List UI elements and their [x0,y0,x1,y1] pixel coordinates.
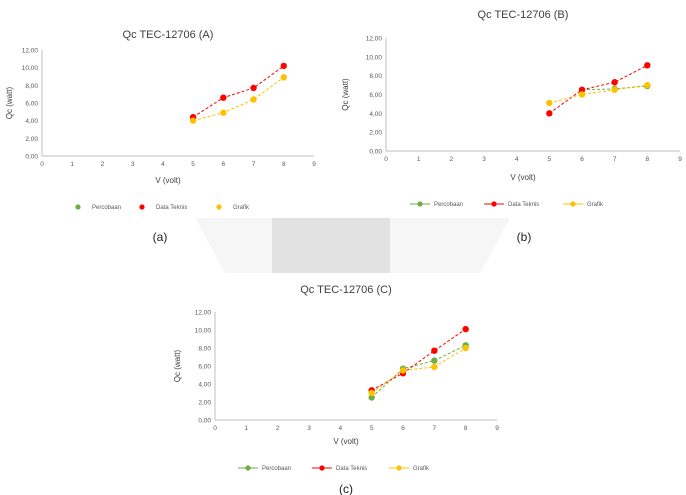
y-tick-label: 6,00 [25,100,38,108]
x-tick-label: 3 [130,161,135,168]
y-tick-label: 6,00 [369,92,382,99]
y-tick-label: 4,00 [198,381,211,389]
data-point-grafik [281,74,287,80]
x-axis-label: V (volt) [155,176,181,185]
data-point-grafik [611,87,617,93]
data-point-data-teknis [220,95,226,101]
x-tick-label: 3 [482,156,486,163]
caption-c: (c) [339,482,353,495]
data-point-data-teknis [644,62,650,68]
background-block [272,218,390,273]
x-tick-label: 0 [384,156,388,163]
y-axis-label: Qc (watt) [341,78,350,111]
y-tick-label: 10,00 [194,327,211,335]
data-point-data-teknis [281,63,287,69]
chart-title: Qc TEC-12706 (A) [122,29,214,41]
data-point-data-teknis [546,110,552,116]
x-tick-label: 8 [645,156,650,163]
x-tick-label: 0 [213,425,217,432]
legend-marker [139,204,144,209]
x-tick-label: 3 [307,425,311,432]
x-tick-label: 7 [612,156,617,163]
x-axis-label: V (volt) [333,437,359,446]
x-axis-label: V (volt) [510,173,536,182]
data-point-grafik [431,364,437,370]
x-tick-label: 6 [580,156,584,163]
legend-marker [491,201,496,206]
legend-label: Data Teknis [336,466,368,472]
x-tick-label: 6 [401,425,405,432]
series-line-grafik [193,77,284,120]
legend-label: Grafik [233,205,250,211]
chart-b [341,9,682,208]
x-tick-label: 5 [191,161,195,168]
y-tick-label: 0,00 [369,148,382,156]
data-point-percobaan [431,357,437,363]
x-tick-label: 7 [251,161,256,168]
y-tick-label: 8,00 [369,73,382,81]
x-tick-label: 5 [547,156,552,163]
caption-a: (a) [152,230,168,244]
y-tick-label: 2,00 [369,129,382,137]
legend-label: Percobaan [92,205,122,211]
chart-a [5,29,316,211]
y-tick-label: 10,00 [21,65,38,73]
data-point-grafik [546,100,552,106]
legend-marker [216,204,221,209]
data-point-data-teknis [611,79,617,85]
x-tick-label: 9 [678,156,682,163]
y-tick-label: 8,00 [25,82,38,90]
y-axis-label: Qc (watt) [173,349,182,383]
y-tick-label: 0,00 [25,153,38,161]
series-line-data-teknis [193,66,284,117]
data-point-data-teknis [462,326,468,332]
legend-label: Grafik [587,202,604,208]
legend-marker [245,465,250,470]
x-tick-label: 1 [70,161,75,168]
series-line-data-teknis [372,329,466,390]
legend-marker [570,201,575,206]
y-tick-label: 8,00 [198,345,211,353]
chart-title: Qc TEC-12706 (C) [300,284,392,296]
y-tick-label: 0,00 [198,417,211,425]
y-tick-label: 10,00 [365,54,382,62]
data-point-grafik [220,110,226,116]
legend-marker [417,201,422,206]
legend-label: Grafik [413,466,430,472]
x-tick-label: 2 [449,156,454,163]
y-tick-label: 6,00 [198,363,211,371]
x-tick-label: 2 [275,425,280,432]
series-line-percobaan [372,345,466,397]
x-tick-label: 8 [281,161,286,168]
legend-marker [396,465,401,470]
data-point-grafik [462,345,468,351]
legend-label: Percobaan [434,202,464,208]
caption-b: (b) [516,230,532,244]
chart-title: Qc TEC-12706 (B) [477,9,569,21]
y-axis-label: Qc (watt) [5,86,14,120]
x-tick-label: 6 [221,161,226,168]
x-tick-label: 9 [495,425,499,432]
x-tick-label: 4 [161,161,165,168]
y-tick-label: 2,00 [25,135,38,143]
data-point-grafik [644,82,650,88]
data-point-data-teknis [431,348,437,354]
x-tick-label: 1 [416,156,421,163]
y-tick-label: 12,00 [194,309,211,317]
chart-c [173,284,499,472]
legend-marker [75,204,80,209]
x-tick-label: 4 [514,156,519,163]
data-point-grafik [400,367,406,373]
y-tick-label: 4,00 [369,110,382,118]
x-tick-label: 4 [338,425,343,432]
legend-marker [319,465,324,470]
legend-label: Data Teknis [508,202,540,208]
y-tick-label: 4,00 [25,118,38,126]
x-tick-label: 5 [369,425,374,432]
x-tick-label: 9 [312,161,316,168]
y-tick-label: 2,00 [198,399,211,407]
data-point-grafik [250,96,256,102]
y-tick-label: 12,00 [365,35,382,43]
data-point-grafik [190,117,196,123]
data-point-grafik [579,91,585,97]
x-tick-label: 7 [432,425,437,432]
x-tick-label: 0 [40,161,44,168]
data-point-data-teknis [250,85,256,91]
series-line-grafik [372,348,466,393]
x-tick-label: 2 [100,161,105,168]
legend-label: Data Teknis [156,205,188,211]
x-tick-label: 8 [463,425,468,432]
x-tick-label: 1 [244,425,249,432]
legend-label: Percobaan [262,466,292,472]
data-point-grafik [368,390,374,396]
y-tick-label: 12,00 [21,47,38,55]
